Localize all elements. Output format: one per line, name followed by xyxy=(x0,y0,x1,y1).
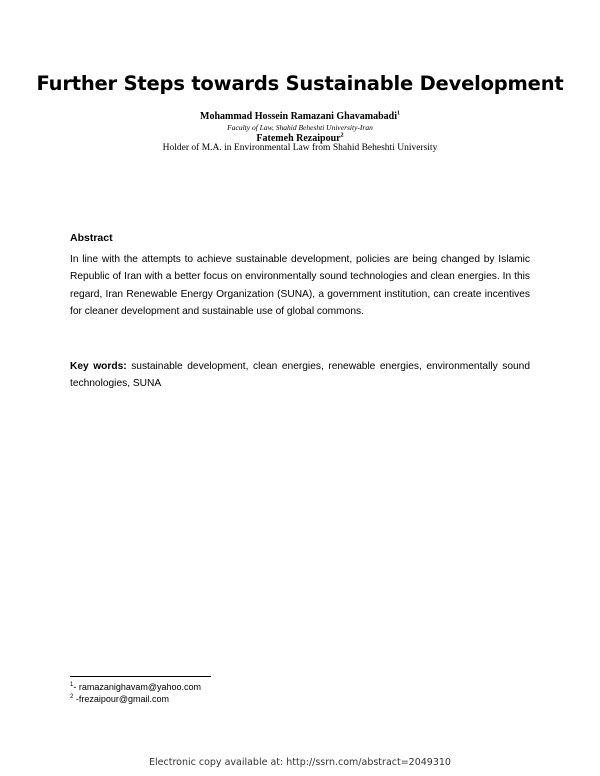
electronic-copy-footer: Electronic copy available at: http://ssrn.com/abstract=2049310 xyxy=(149,757,451,768)
author-2-affiliation: Holder of M.A. in Environmental Law from Shahid Beheshti University xyxy=(162,143,438,153)
paper-title: Further Steps towards Sustainable Development xyxy=(36,72,564,95)
author-1-name-text: Mohammad Hossein Ramazani Ghavamabadi xyxy=(200,111,397,122)
footnote-1 xyxy=(70,682,201,692)
abstract-heading: Abstract xyxy=(70,232,113,244)
author-1-name xyxy=(0,111,600,122)
footnote-1-text: - ramazanighavam@yahoo.com xyxy=(73,682,202,692)
footnote-divider xyxy=(70,676,211,677)
footnote-2-text: -frezaipour@gmail.com xyxy=(73,694,170,704)
author-1-footnote-mark: 1 xyxy=(396,110,400,117)
author-2-footnote-mark: 2 xyxy=(340,132,344,139)
keywords-label: Key words: xyxy=(70,361,127,372)
keywords-text: sustainable development, clean energies, renewable energies, environmentally sound technologies, SUNA xyxy=(70,361,530,390)
footnote-1-mark: 1 xyxy=(70,682,74,688)
footnote-2-mark: 2 xyxy=(70,694,74,700)
keywords xyxy=(70,358,530,393)
footnote-2 xyxy=(70,694,169,704)
author-1-affiliation: Faculty of Law, Shahid Beheshti University-Iran xyxy=(227,123,373,132)
abstract-body: In line with the attempts to achieve sustainable development, policies are being changed by Islamic Republic of Iran with a better focus on environmentally sound technologies and clean energies. In this regard, Iran Renewable Energy Organization (SUNA), a government institution, can create incentives for cleaner development and sustainable use of global commons. xyxy=(70,254,530,317)
author-2-name-text: Fatemeh Rezaipour xyxy=(256,133,341,144)
